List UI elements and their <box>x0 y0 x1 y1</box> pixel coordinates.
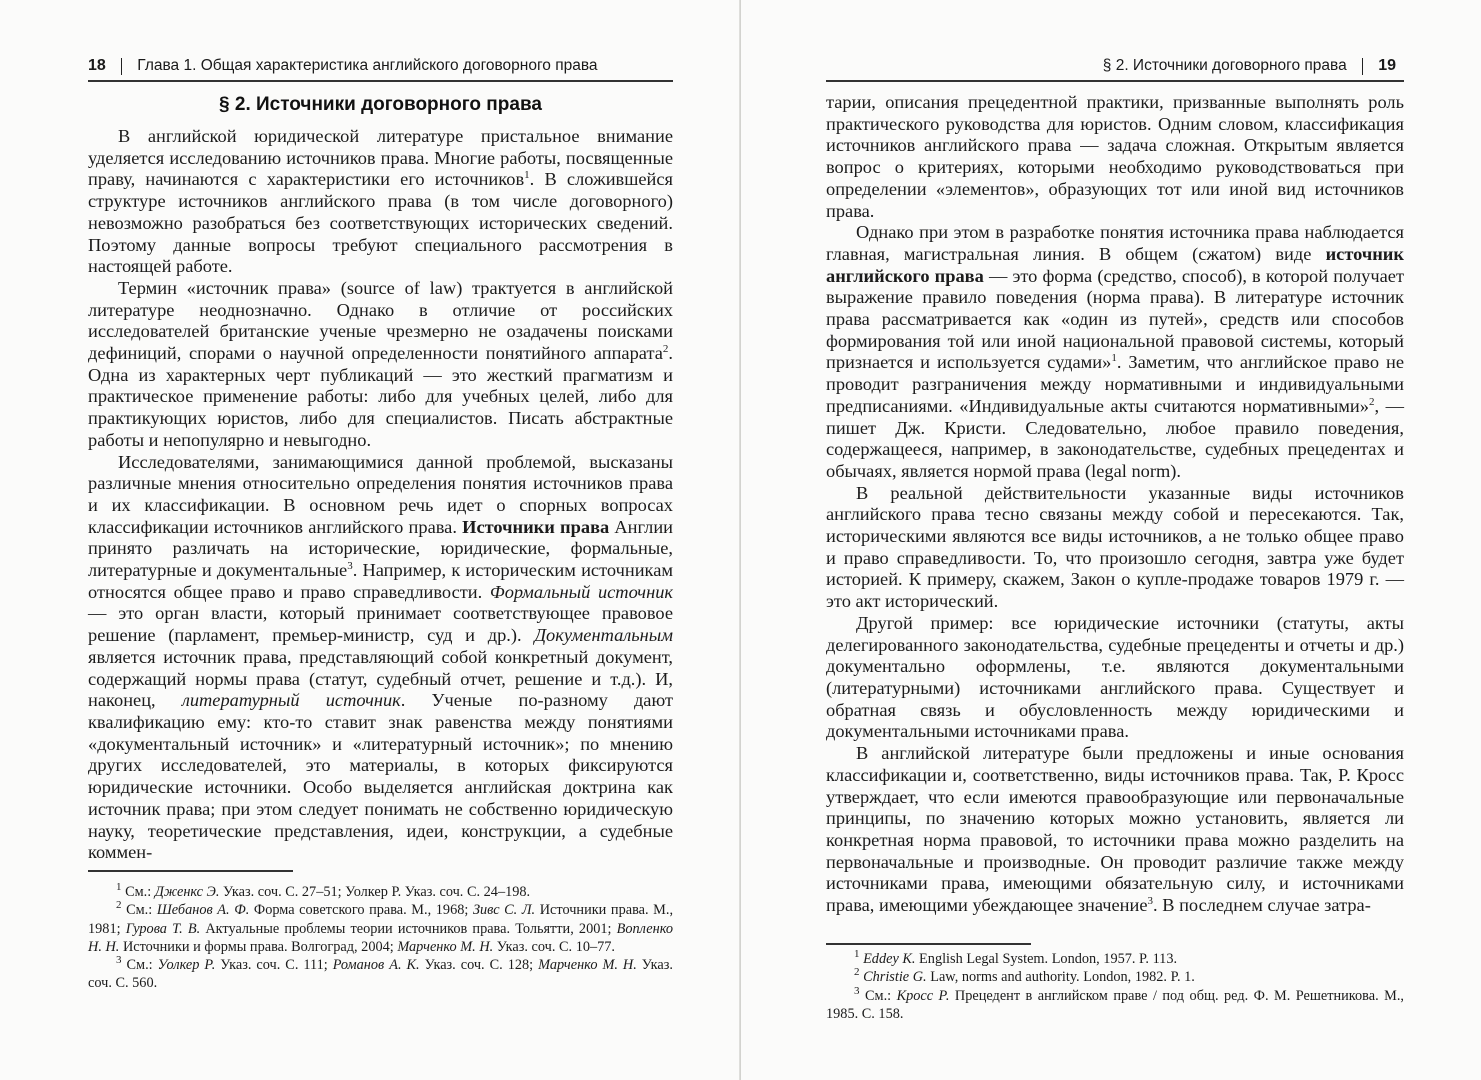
paragraph: В реальной действительности указанные виды источников английского права тесно связаны между собой и пересекаются. Так, историческими являются все виды источников, а не только общее право и право справедливости. То, что произошло сегодня, завтра уже будет историей. К примеру, скажем, Закон о купле-продаже товаров 1979 г. — это акт исторический. <box>826 482 1404 612</box>
paragraph: Однако при этом в разработке понятия источника права наблюдается главная, магистральная линия. В общем (сжатом) виде источник английского права — это форма (средство, способ), в которой получает выражение правило поведения (норма права). В литературе источник права рассматривается как «один из путей», средств или способов формирования той или иной национальной правовой системы, который признается и используется судами»$^1$. Заметим, что английское право не проводит разграничения между нормативными и индивидуальными предписаниями. «Индивидуальные акты считаются нормативными»$^2$, — пишет Дж. Кристи. Следовательно, любое правило поведения, содержащееся, например, в законодательстве, судебных прецедентах и обычаях, является нормой права (legal norm). <box>826 222 1404 481</box>
running-header-text: § 2. Источники договорного права <box>1102 57 1347 74</box>
running-header-text: Глава 1. Общая характеристика английского договорного права <box>137 57 598 74</box>
footnote: $^1$ Eddey K. English Legal System. London, 1957. P. 113. <box>854 948 1178 967</box>
footnotes <box>88 883 673 993</box>
footnote-rule <box>88 870 293 872</box>
running-header <box>1103 57 1396 75</box>
header-rule <box>826 80 1404 82</box>
footnote: $^3$ См.: Кросс Р. Прецедент в английском праве / под общ. ред. Ф. М. Решетникова. М., 1985. С. 158. <box>826 984 1404 1022</box>
footnote-rule <box>826 943 1031 945</box>
footnotes <box>826 950 1404 1023</box>
bold-term: источник английского права <box>826 243 1404 286</box>
footnote-ref[interactable]: 1 <box>1111 352 1117 365</box>
section-title: § 2. Источники договорного права <box>219 94 542 115</box>
paragraph: Другой пример: все юридические источники (статуты, акты делегированного законодательства, судебные прецеденты и отчеты и др.) документально оформлены, т.е. являются документальными (литературными) источниками английского права. Существует и обратная связь и обусловленность между юридическими и документальными источниками права. <box>826 612 1404 742</box>
footnote: $^2$ Christie G. Law, norms and authority. London, 1982. P. 1. <box>854 966 1195 986</box>
paragraph: В английской юридической литературе пристальное внимание уделяется исследованию источников права. Многие работы, посвященные праву, начинаются с характеристики его источников$^1$. В сложившейся структуре источников английского права (в том числе договорного) невозможно разобраться без соответствующих исторических сведений. Поэтому данные вопросы требуют специального рассмотрения в настоящей работе. <box>88 126 674 277</box>
footnote-ref[interactable]: 2 <box>1368 395 1375 408</box>
footnote-ref[interactable]: 3 <box>347 559 353 572</box>
right-page <box>741 0 1481 1080</box>
footnote-ref[interactable]: 2 <box>662 342 669 355</box>
paragraph: Термин «источник права» (source of law) трактуется в английской литературе неоднозначно. Однако в отличие от российских исследователей британские ученые чрезмерно не озадачены поисками дефиниций, спорами о научной определенности понятийного аппарата$^2$. Одна из характерных черт публикаций — это жесткий прагматизм и практическое применение работы: либо для учебных целей, либо для практикующих юристов, либо для специалистов. Писать абстрактные работы и непопулярно и невыгодно. <box>88 277 673 450</box>
footnote: $^3$ См.: Уолкер Р. Указ. соч. С. 111; Романов А. К. Указ. соч. С. 128; Марченко М. Н. Указ. соч. С. 560. <box>88 954 673 992</box>
page-number: 19 <box>1378 57 1396 74</box>
header-separator <box>121 58 123 75</box>
footnote: $^2$ См.: Шебанов А. Ф. Форма советского права. М., 1968; Зивс С. Л. Источники права. М., 1981; Гурова Т. В. Актуальные проблемы теории источников права. Тольятти, 2001; Вопленко Н. Н. Источники и формы права. Волгоград, 2004; Марченко М. Н. Указ. соч. С. 10–77. <box>88 899 674 955</box>
italic-term: Формальный источник <box>489 581 673 602</box>
italic-term: литературный источник <box>181 690 401 711</box>
running-header <box>88 57 598 75</box>
header-separator <box>1362 58 1364 75</box>
main-text <box>88 92 673 864</box>
paragraph: Исследователями, занимающимися данной проблемой, высказаны различные мнения относительно определения понятия источников права и их классификации. В основном речь идет о спорных вопросах классификации источников английского права. Источники права Англии принято различать на исторические, юридические, формальные, литературные и документальные$^3$. Например, к историческим источникам относятся общее право и право справедливости. Формальный источник — это орган власти, который принимает соответствующее правовое решение (парламент, премьер-министр, суд и др.). Документальным является источник права, представляющий собой конкретный документ, содержащий нормы права (статут, судебный отчет, решение и т.д.). И, наконец, литературный источник. Ученые по-разному дают квалификацию ему: кто-то ставит знак равенства между понятиями «документальный источник» и «литературный источник»; по мнению других исследователей, это материалы, в которых фиксируются юридические источники. Особо выделяется английская доктрина как источник права; при этом следует понимать не собственно юридическую науку, теоретические представления, идеи, конструкции, а судебные коммен- <box>88 451 673 863</box>
page-number: 18 <box>88 57 106 74</box>
header-rule <box>88 80 673 82</box>
paragraph: В английской литературе были предложены и иные основания классификации и, соответственно, виды источников права. Так, Р. Кросс утверждает, что если имеются правообразующие или первоначальные принципы, по значению которых можно установить, является ли конкретная норма правовой, то источники права можно разделить на первоначальные и производные. Он проводит различие также между источниками права, имеющими обязательную силу, и источниками права, имеющими убеждающее значение$^3$. В последнем случае затра- <box>826 743 1404 916</box>
left-page <box>0 0 740 1080</box>
footnote-ref[interactable]: 1 <box>524 169 530 182</box>
bold-term: Источники права <box>462 516 610 537</box>
main-text <box>826 92 1404 917</box>
footnote-ref[interactable]: 3 <box>1147 894 1154 907</box>
paragraph: тарии, описания прецедентной практики, призванные выполнять роль практического руководства для юристов. Одним словом, классификация источников английского права — задача сложная. Открытым является вопрос о критериях, которыми необходимо руководствоваться при определении «элементов», образующих тот или иной вид источников права. <box>826 92 1404 221</box>
footnote: $^1$ См.: Дженкс Э. Указ. соч. С. 27–51; Уолкер Р. Указ. соч. С. 24–198. <box>116 881 531 900</box>
italic-term: Документальным <box>534 625 673 646</box>
